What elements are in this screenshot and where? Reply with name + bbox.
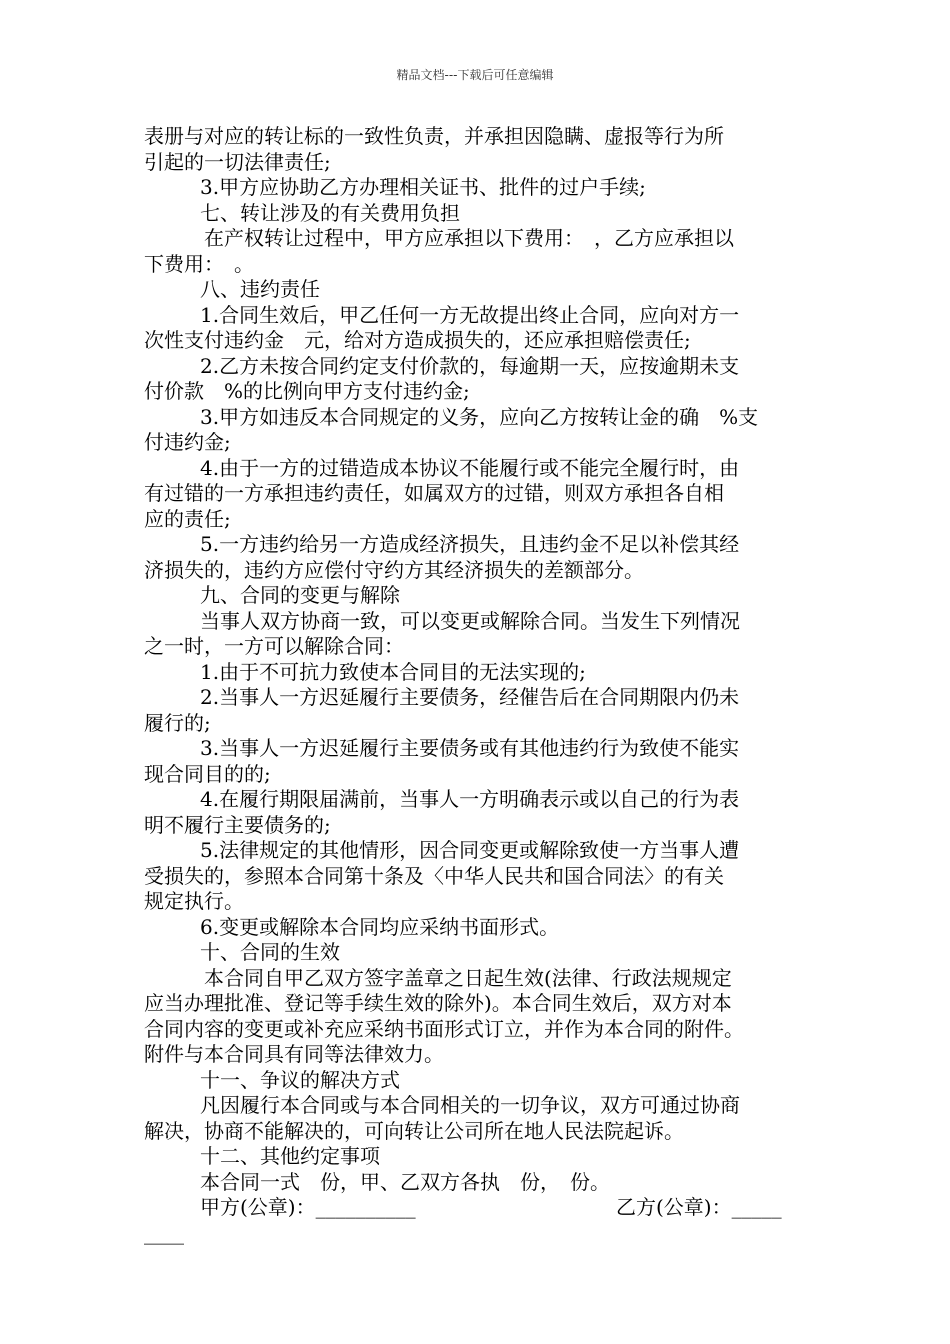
text-line: 付价款 %的比例向甲方支付违约金; bbox=[144, 379, 470, 403]
text-line: 履行的; bbox=[144, 710, 211, 735]
clause-item: 4.在履行期限届满前，当事人一方明确表示或以自己的行为表 bbox=[200, 787, 740, 811]
text-line: 附件与本合同具有同等法律效力。 bbox=[144, 1042, 444, 1066]
clause-item: 3.甲方如违反本合同规定的义务，应向乙方按转让金的确 %支 bbox=[200, 404, 759, 429]
text-line: 解决，协商不能解决的，可向转让公司所在地人民法院起诉。 bbox=[144, 1118, 684, 1143]
text-line: 现合同目的的; bbox=[144, 761, 271, 786]
clause-item: 5.一方违约给另一方造成经济损失，且违约金不足以补偿其经 bbox=[200, 532, 740, 556]
party-a-signature: 甲方(公章)：__________ bbox=[200, 1195, 416, 1219]
clause-item: 3.甲方应协助乙方办理相关证书、批件的过户手续; bbox=[200, 175, 646, 199]
clause-item: 6.变更或解除本合同均应采纳书面形式。 bbox=[200, 914, 560, 939]
text-line: 合同内容的变更或补充应采纳书面形式订立，并作为本合同的附件。 bbox=[144, 1016, 744, 1041]
paragraph-line: 本合同自甲乙双方签字盖章之日起生效(法律、行政法规规定 bbox=[204, 965, 732, 990]
clause-item: 2.乙方未按合同约定支付价款的，每逾期一天，应按逾期未支 bbox=[200, 353, 740, 378]
page-header: 精品文档---下载后可任意编辑 bbox=[396, 68, 554, 82]
text-line: 之一时，一方可以解除合同： bbox=[144, 634, 404, 658]
paragraph-line: 本合同一式 份，甲、乙双方各执 份， 份。 bbox=[200, 1169, 610, 1194]
text-line: 下费用： 。 bbox=[144, 251, 254, 276]
section-heading: 十一、争议的解决方式 bbox=[200, 1067, 400, 1092]
text-line: 付违约金; bbox=[144, 430, 231, 454]
text-line: 规定执行。 bbox=[144, 889, 244, 913]
clause-item: 3.当事人一方迟延履行主要债务或有其他违约行为致使不能实 bbox=[200, 736, 740, 760]
clause-item: 2.当事人一方迟延履行主要债务，经催告后在合同期限内仍未 bbox=[200, 685, 740, 709]
text-line: 表册与对应的转让标的一致性负责，并承担因隐瞒、虚报等行为所 bbox=[144, 124, 724, 148]
text-line: 应的责任; bbox=[144, 506, 231, 531]
clause-item: 5.法律规定的其他情形，因合同变更或解除致使一方当事人遭 bbox=[200, 838, 740, 862]
text-line: 次性支付违约金 元，给对方造成损失的，还应承担赔偿责任; bbox=[144, 328, 691, 352]
paragraph-line: 在产权转让过程中，甲方应承担以下费用： ，乙方应承担以 bbox=[204, 226, 734, 250]
paragraph-line: 当事人双方协商一致，可以变更或解除合同。当发生下列情况 bbox=[200, 608, 740, 633]
text-line: 明不履行主要债务的; bbox=[144, 812, 331, 837]
text-line: 应当办理批准、登记等手续生效的除外)。本合同生效后，双方对本 bbox=[144, 991, 732, 1015]
signature-continuation: ____ bbox=[144, 1220, 184, 1245]
text-line: 受损失的，参照本合同第十条及〈中华人民共和国合同法〉的有关 bbox=[144, 863, 724, 888]
text-line: 济损失的，违约方应偿付守约方其经济损失的差额部分。 bbox=[144, 557, 644, 582]
party-b-signature: 乙方(公章)：_____ bbox=[616, 1195, 782, 1219]
section-heading: 八、违约责任 bbox=[200, 277, 320, 301]
section-heading: 十二、其他约定事项 bbox=[200, 1144, 380, 1168]
text-line: 有过错的一方承担违约责任，如属双方的过错，则双方承担各自相 bbox=[144, 481, 724, 505]
section-heading: 九、合同的变更与解除 bbox=[200, 583, 400, 607]
clause-item: 4.由于一方的过错造成本协议不能履行或不能完全履行时，由 bbox=[200, 455, 740, 480]
signature-row bbox=[144, 1195, 820, 1221]
clause-item: 1.由于不可抗力致使本合同目的无法实现的; bbox=[200, 659, 586, 684]
section-heading: 十、合同的生效 bbox=[200, 940, 340, 964]
section-heading: 七、转让涉及的有关费用负担 bbox=[200, 200, 460, 225]
contract-body bbox=[144, 124, 820, 1246]
paragraph-line: 凡因履行本合同或与本合同相关的一切争议，双方可通过协商 bbox=[200, 1093, 740, 1117]
clause-item: 1.合同生效后，甲乙任何一方无故提出终止合同，应向对方一 bbox=[200, 302, 740, 327]
text-line: 引起的一切法律责任; bbox=[144, 149, 331, 174]
